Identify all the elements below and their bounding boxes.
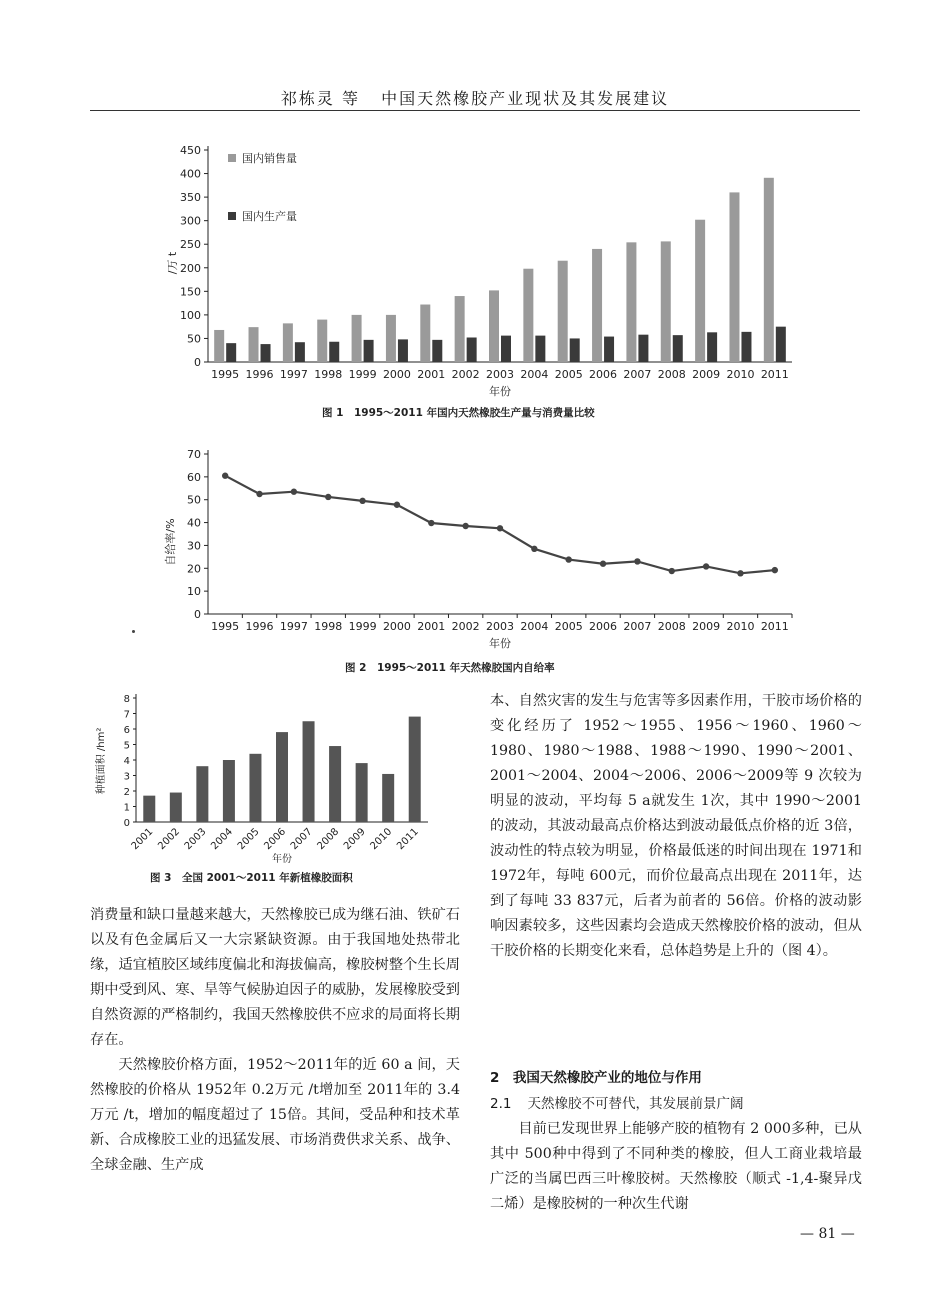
left-paragraph-1: 消费量和缺口量越来越大，天然橡胶已成为继石油、铁矿石以及有色金属后又一大宗紧缺资源。由于我国地处热带北缘，适宜植胶区域纬度偏北和海拔偏高，橡胶树整个生长周期中受到风、寒、旱等气候胁迫因子的威胁，发展橡胶受到自然资源的严格制约，我国天然橡胶供不应求的局面将长期存在。 xyxy=(90,907,460,1048)
production-bar xyxy=(501,336,511,362)
x-tick-label: 2010 xyxy=(726,620,755,633)
y-tick-label: 3 xyxy=(123,771,130,783)
data-point xyxy=(394,502,400,508)
x-tick-label: 1995 xyxy=(211,620,240,633)
x-tick-label: 2001 xyxy=(129,826,156,853)
y-tick-label: 150 xyxy=(180,285,201,299)
y-tick-label: 40 xyxy=(187,516,201,530)
y-tick-label: 20 xyxy=(187,562,201,576)
area-bar xyxy=(170,793,182,822)
production-bar xyxy=(432,340,442,362)
x-tick-label: 2011 xyxy=(395,826,421,853)
y-tick-label: 1 xyxy=(123,802,130,814)
stray-dot xyxy=(132,630,135,633)
production-bar xyxy=(226,343,236,362)
sales-bar xyxy=(695,220,705,362)
x-tick-label: 1998 xyxy=(314,620,343,633)
x-axis-title: 年份 xyxy=(272,854,292,865)
y-tick-label: 0 xyxy=(123,818,130,829)
area-bar xyxy=(223,760,235,822)
x-tick-label: 2005 xyxy=(554,620,583,633)
x-tick-label: 2009 xyxy=(341,826,368,853)
sales-bar xyxy=(352,315,362,362)
legend-label-production: 国内生产量 xyxy=(242,210,297,223)
section-heading: 2 我国天然橡胶产业的地位与作用 xyxy=(490,1070,702,1086)
x-tick-label: 2010 xyxy=(726,368,755,381)
legend-label-sales: 国内销售量 xyxy=(242,152,297,165)
x-tick-label: 2003 xyxy=(182,826,209,853)
area-bar xyxy=(303,721,315,822)
right-paragraph-1: 本、自然灾害的发生与危害等多因素作用，干胶市场价格的变化经历了 1952～1955、1956～1960、1960～1980、1980～1988、1988～1990、1990～2001、2001～2004、2004～2006、2006～2009等 9 次较为明显的波动，平均每 5 a就发生 1次，其中 1990～2001的波动，其波动最高点价格达到波动最低点价格的近 3倍，波动性的特点较为明显，价格最低迷的时间出现在 1971和 1972年，每吨 600元，而价位最高点出现在 2011年，达到了每吨 33 837元，后者为前者的 56倍。价格的波动影响因素较多，这些因素均会造成天然橡胶价格的波动，但从干胶价格的长期变化来看，总体趋势是上升的（图 4）。 xyxy=(490,693,862,959)
sales-bar xyxy=(558,261,568,362)
y-tick-label: 4 xyxy=(123,756,130,767)
sales-bar xyxy=(455,296,465,362)
x-tick-label: 2007 xyxy=(288,826,315,853)
right-column-top xyxy=(490,689,862,964)
y-tick-label: 250 xyxy=(180,238,201,252)
production-bar xyxy=(707,332,717,362)
x-tick-label: 2000 xyxy=(382,368,411,381)
subsection-heading xyxy=(490,1092,743,1112)
production-bar xyxy=(638,335,648,362)
data-point xyxy=(566,556,572,562)
area-bar xyxy=(329,746,341,822)
x-tick-label: 2000 xyxy=(382,620,411,633)
x-tick-label: 2002 xyxy=(451,368,480,381)
y-tick-label: 50 xyxy=(187,332,201,346)
figure-2-chart xyxy=(150,442,810,652)
production-bar xyxy=(398,339,408,362)
x-tick-label: 2002 xyxy=(451,620,480,633)
header-rule xyxy=(90,110,860,111)
x-tick-label: 2001 xyxy=(417,368,446,381)
sales-bar xyxy=(729,192,739,362)
sales-bar xyxy=(592,249,602,362)
legend-swatch-sales xyxy=(228,154,236,162)
x-tick-label: 2005 xyxy=(554,368,583,381)
x-tick-label: 1998 xyxy=(314,368,343,381)
data-point xyxy=(256,491,262,497)
sales-bar xyxy=(283,323,293,362)
sales-bar xyxy=(317,320,327,362)
data-point xyxy=(222,473,228,479)
production-bar xyxy=(329,342,339,362)
figure-1-caption: 图 1 1995～2011 年国内天然橡胶生产量与消费量比较 xyxy=(322,407,595,419)
area-bar xyxy=(276,732,288,822)
x-tick-label: 1995 xyxy=(211,368,240,381)
data-point xyxy=(772,567,778,573)
y-tick-label: 0 xyxy=(194,608,201,621)
page-number: — 81 — xyxy=(800,1226,855,1242)
x-tick-label: 2004 xyxy=(209,826,236,853)
data-point xyxy=(497,525,503,531)
data-point xyxy=(531,546,537,552)
x-tick-label: 2004 xyxy=(520,620,549,633)
data-point xyxy=(669,568,675,574)
right-column-bottom xyxy=(490,1117,862,1217)
x-tick-label: 2007 xyxy=(623,620,652,633)
x-tick-label: 2003 xyxy=(486,368,514,381)
y-tick-label: 0 xyxy=(194,356,201,369)
y-tick-label: 200 xyxy=(180,261,201,275)
data-point xyxy=(462,523,468,529)
y-tick-label: 50 xyxy=(187,493,201,507)
y-tick-label: 2 xyxy=(123,787,130,798)
x-tick-label: 2002 xyxy=(156,826,182,853)
production-bar xyxy=(604,337,614,362)
x-tick-label: 1997 xyxy=(279,368,308,381)
area-bar xyxy=(382,774,394,822)
figure-2-caption: 图 2 1995～2011 年天然橡胶国内自给率 xyxy=(345,662,555,674)
production-bar xyxy=(467,338,477,362)
y-tick-label: 60 xyxy=(187,470,201,484)
data-point xyxy=(291,489,297,495)
x-tick-label: 2008 xyxy=(657,368,686,381)
y-tick-label: 6 xyxy=(123,725,130,736)
x-tick-label: 2009 xyxy=(692,620,721,633)
production-bar xyxy=(673,335,683,362)
y-tick-label: 10 xyxy=(187,585,201,599)
sales-bar xyxy=(661,241,671,362)
production-bar xyxy=(364,340,374,362)
figure-3-caption: 图 3 全国 2001～2011 年新植橡胶面积 xyxy=(150,872,353,884)
y-tick-label: 30 xyxy=(187,539,201,553)
x-tick-label: 2010 xyxy=(368,826,395,853)
area-bar xyxy=(356,763,368,822)
data-point xyxy=(359,498,365,504)
subsection-number: 2.1 xyxy=(490,1096,512,1112)
x-tick-label: 2006 xyxy=(589,620,618,633)
area-bar xyxy=(409,717,421,822)
left-column xyxy=(90,903,460,1178)
data-point xyxy=(634,558,640,564)
x-tick-label: 1999 xyxy=(348,368,377,381)
y-axis-title: 种植面积 /hm² xyxy=(96,727,107,795)
area-bar xyxy=(196,766,208,822)
sales-bar xyxy=(764,178,774,362)
x-tick-label: 2005 xyxy=(235,826,262,853)
y-tick-label: 8 xyxy=(123,694,130,705)
y-tick-label: 300 xyxy=(180,214,201,228)
y-axis-title: 自给率/% xyxy=(164,518,177,566)
area-bar xyxy=(249,754,261,822)
x-tick-label: 2008 xyxy=(657,620,686,633)
x-tick-label: 2004 xyxy=(520,368,549,381)
self-sufficiency-line xyxy=(225,476,775,574)
production-bar xyxy=(776,327,786,362)
y-tick-label: 400 xyxy=(180,167,201,181)
subsection-title: 天然橡胶不可替代，其发展前景广阔 xyxy=(527,1096,744,1112)
y-tick-label: 350 xyxy=(180,191,201,205)
y-axis-title: /万 t xyxy=(166,251,179,275)
x-tick-label: 2006 xyxy=(262,826,289,853)
sales-bar xyxy=(249,327,259,362)
y-tick-label: 5 xyxy=(123,740,130,752)
header-authors: 祁栋灵 等 xyxy=(280,89,360,108)
x-tick-label: 1999 xyxy=(348,620,377,633)
x-tick-label: 2008 xyxy=(315,826,342,853)
data-point xyxy=(600,561,606,567)
x-axis-title: 年份 xyxy=(489,385,511,398)
x-tick-label: 2011 xyxy=(760,620,789,633)
area-bar xyxy=(143,796,155,822)
x-tick-label: 1996 xyxy=(245,620,274,633)
data-point xyxy=(428,520,434,526)
sales-bar xyxy=(626,242,636,362)
x-tick-label: 2003 xyxy=(486,620,514,633)
x-tick-label: 1996 xyxy=(245,368,274,381)
x-tick-label: 1997 xyxy=(279,620,308,633)
production-bar xyxy=(261,344,271,362)
legend-swatch-production xyxy=(228,212,236,220)
figure-3-chart xyxy=(88,686,448,866)
running-header xyxy=(0,86,950,109)
y-tick-label: 7 xyxy=(123,709,130,721)
x-tick-label: 2007 xyxy=(623,368,652,381)
data-point xyxy=(325,494,331,500)
header-title: 中国天然橡胶产业现状及其发展建议 xyxy=(381,89,670,108)
y-tick-label: 100 xyxy=(180,308,201,322)
x-axis-title: 年份 xyxy=(489,637,511,650)
sales-bar xyxy=(214,330,224,362)
y-tick-label: 70 xyxy=(187,448,201,461)
x-tick-label: 2011 xyxy=(760,368,789,381)
production-bar xyxy=(535,336,545,362)
x-tick-label: 2009 xyxy=(692,368,721,381)
y-tick-label: 450 xyxy=(180,144,201,157)
x-tick-label: 2001 xyxy=(417,620,446,633)
sales-bar xyxy=(420,305,430,362)
left-paragraph-2: 天然橡胶价格方面，1952～2011年的近 60 a 间，天然橡胶的价格从 1952年 0.2万元 /t增加至 2011年的 3.4万元 /t，增加的幅度超过了 15倍。其间，受品种和技术革新、合成橡胶工业的迅猛发展、市场消费供求关系、战争、全球金融、生产成 xyxy=(90,1057,460,1173)
production-bar xyxy=(295,342,305,362)
data-point xyxy=(737,570,743,576)
sales-bar xyxy=(523,269,533,362)
production-bar xyxy=(570,338,580,362)
sales-bar xyxy=(489,290,499,362)
right-paragraph-2: 目前已发现世界上能够产胶的植物有 2 000多种，已从其中 500种中得到了不同种类的橡胶，但人工商业栽培最广泛的当属巴西三叶橡胶树。天然橡胶（顺式 -1,4-聚异戊二烯）是橡胶树的一种次生代谢 xyxy=(490,1121,862,1212)
sales-bar xyxy=(386,315,396,362)
x-tick-label: 2006 xyxy=(589,368,618,381)
figure-1-chart xyxy=(150,138,810,403)
production-bar xyxy=(741,332,751,362)
data-point xyxy=(703,563,709,569)
